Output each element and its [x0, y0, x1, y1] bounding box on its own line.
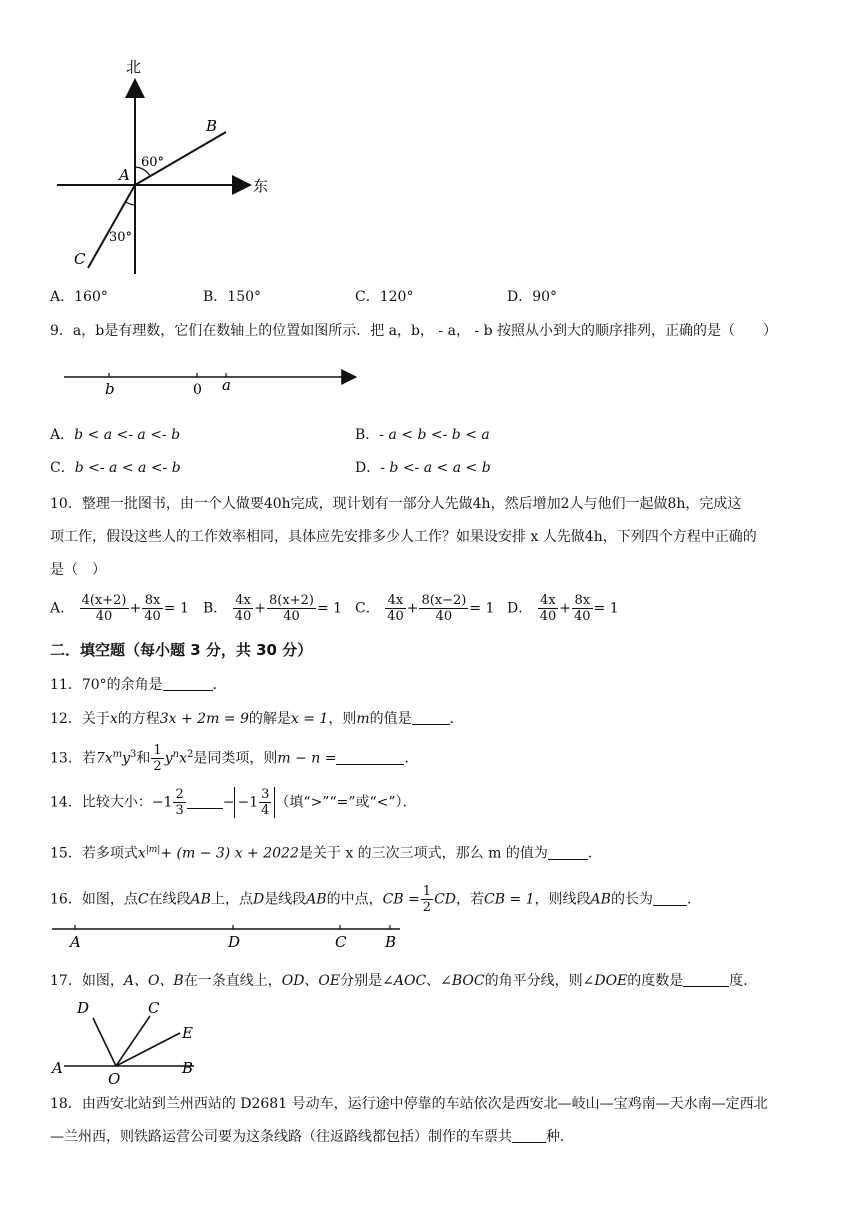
q10-stem-line1: 10．整理一批图书，由一个人做要40h完成，现计划有一部分人先做4h，然后增加2人与他们一起做8h，完成这 [50, 496, 742, 512]
q11-answer-blank[interactable] [163, 676, 213, 691]
angle-60-label: 60° [141, 155, 165, 170]
fig17-e-label: E [182, 1024, 193, 1042]
angle-30-label: 30° [109, 230, 133, 245]
q12-answer-blank[interactable] [412, 710, 450, 725]
q10-option-a[interactable]: A． $\frac{4(x+2)}{40}$ + $\frac{8x}{40}$ = 1 [50, 593, 189, 624]
q13: 13．若$7x^my^3$和 $\frac{1}{2}$ $y^nx^2$是同类项，则m − n = ． [50, 743, 419, 774]
q9-option-d[interactable]: D．- b <- a < a < b [355, 460, 491, 476]
q9-option-b[interactable]: B．- a < b <- b < a [355, 427, 490, 443]
q8-option-b[interactable]: B．150° [203, 289, 262, 305]
q18-answer-blank[interactable] [512, 1128, 546, 1143]
q15: 15．若多项式$x^{|m|}+ (m - 3) x + 2022$是关于 x 的三次三项式，那么 m 的值为 ． [50, 845, 602, 862]
numberline-b-label: b [105, 380, 115, 398]
segment-c-label: C [335, 933, 347, 951]
q10-option-d[interactable]: D． $\frac{4x}{40}$ + $\frac{8x}{40}$ = 1 [507, 593, 619, 624]
q17-answer-blank[interactable] [683, 972, 729, 987]
numberline-a-label: a [222, 376, 231, 394]
q8-option-d[interactable]: D．90° [507, 289, 558, 305]
q10-stem-line3: 是（ ） [50, 562, 106, 578]
q8-direction-figure [50, 52, 290, 282]
fig17-b-label: B [182, 1059, 194, 1077]
section-2-title: 二．填空题（每小题 3 分，共 30 分） [50, 641, 313, 659]
q8-option-c[interactable]: C．120° [355, 289, 414, 305]
fig17-c-label: C [148, 999, 160, 1017]
q15-answer-blank[interactable] [548, 845, 588, 860]
fig17-o-label: O [108, 1070, 121, 1088]
point-b-label: B [206, 117, 218, 135]
q8-option-a[interactable]: A．160° [50, 289, 108, 305]
q16: 16．如图，点C在线段AB上，点D是线段AB的中点，CB = $\frac{1}{2}$ CD，若CB = 1，则线段AB的长为 ． [50, 884, 701, 915]
q9-option-c[interactable]: C．b <- a < a <- b [50, 460, 181, 476]
point-a-label: A [119, 166, 130, 184]
q16-answer-blank[interactable] [653, 891, 687, 906]
q9-option-a[interactable]: A．b < a <- a <- b [50, 427, 181, 443]
q12: 12．关于x的方程3x + 2m = 9的解是x = 1，则m的值是 ． [50, 711, 464, 727]
segment-b-label: B [385, 933, 397, 951]
q14: 14．比较大小：−1 $\frac{2}{3}$ − −1 $\frac{3}{4}$ （填“>”“=”或“<”）． [50, 787, 417, 818]
fig17-a-label: A [52, 1059, 63, 1077]
q18-line2: —兰州西，则铁路运营公司要为这条线路（往返路线都包括）制作的车票共 种． [50, 1129, 574, 1145]
q10-option-b[interactable]: B． $\frac{4x}{40}$ + $\frac{8(x+2)}{40}$ = 1 [203, 593, 343, 624]
point-c-label: C [74, 250, 86, 268]
q18-line1: 18．由西安北站到兰州西站的 D2681 号动车，运行途中停靠的车站依次是西安北—岐山—宝鸡南—天水南—定西北 [50, 1096, 768, 1112]
angle-arc-30 [126, 202, 135, 205]
north-label: 北 [126, 58, 142, 76]
ray-ac [88, 185, 135, 268]
q9-number-line [60, 365, 365, 399]
q14-answer-blank[interactable] [187, 794, 223, 809]
fig17-d-label: D [77, 999, 90, 1017]
segment-d-label: D [228, 933, 241, 951]
q10-option-c[interactable]: C． $\frac{4x}{40}$ + $\frac{8(x-2)}{40}$ = 1 [355, 593, 495, 624]
q10-stem-line2: 项工作，假设这些人的工作效率相同，具体应先安排多少人工作？如果设安排 x 人先做4h，下列四个方程中正确的 [50, 529, 757, 545]
q11: 11．70°的余角是 ． [50, 677, 227, 693]
q16-segment-figure [50, 920, 410, 954]
numberline-zero-label: 0 [193, 382, 202, 398]
segment-a-label: A [70, 933, 81, 951]
q17-angle-figure [50, 996, 210, 1090]
q17: 17．如图，A、O、B在一条直线上，OD、OE分别是∠AOC、∠BOC的角平分线，则∠DOE的度数是 度． [50, 973, 758, 989]
q13-answer-blank[interactable] [336, 750, 404, 765]
east-label: 东 [253, 177, 269, 195]
q9-stem: 9．a，b是有理数，它们在数轴上的位置如图所示．把 a，b， - a， - b 按照从小到大的顺序排列，正确的是（ ） [50, 323, 777, 339]
